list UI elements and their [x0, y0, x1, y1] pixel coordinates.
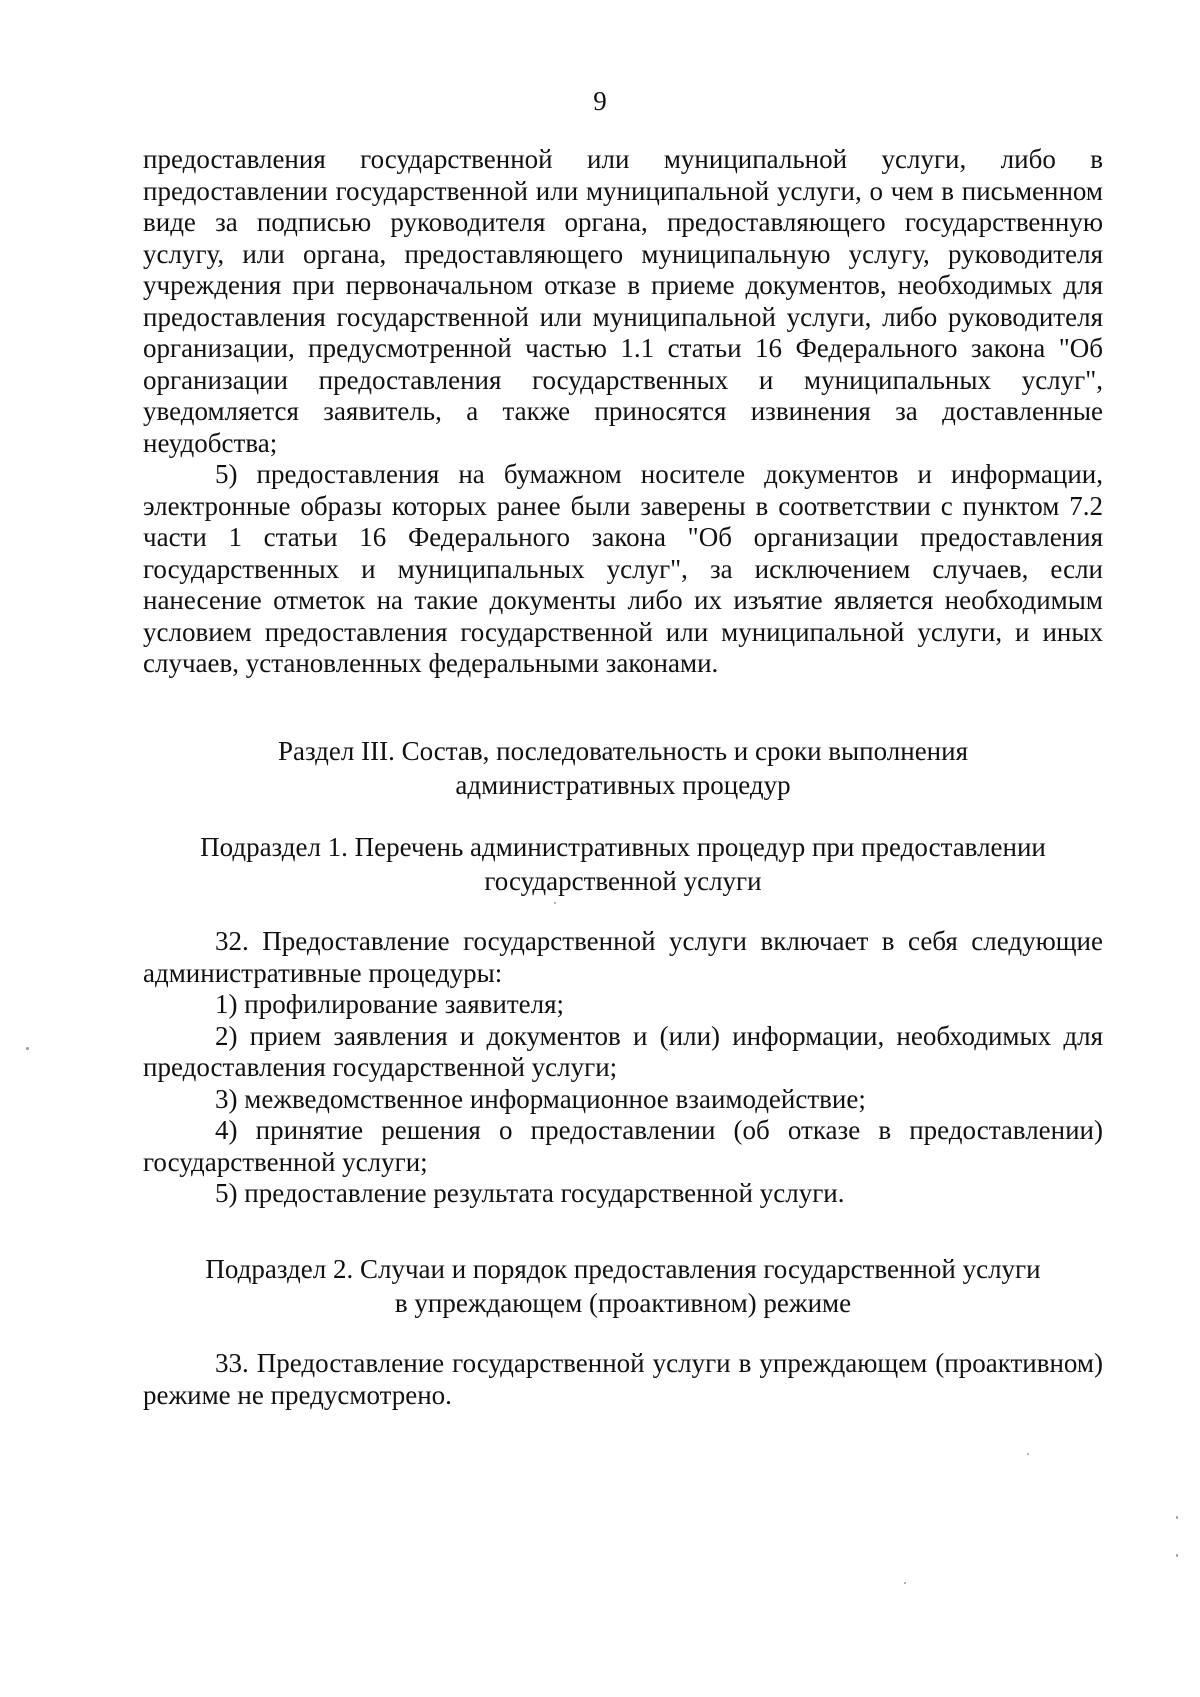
- subsection-2-heading-line1: Подраздел 2. Случаи и порядок предоставления государственной услуги: [205, 1254, 1041, 1284]
- subsection-2-heading: [143, 1252, 1103, 1320]
- subsection-1-heading-line1: Подраздел 1. Перечень административных процедур при предоставлении: [200, 832, 1046, 862]
- clause-32-item: 1) профилирование заявителя;: [215, 989, 565, 1019]
- clause-32-item: 3) межведомственное информационное взаимодействие;: [215, 1083, 866, 1114]
- page-number: 9: [593, 86, 607, 116]
- section-heading-line1: Раздел III. Состав, последовательность и сроки выполнения: [278, 736, 968, 766]
- scan-speck: [26, 1047, 29, 1050]
- clause-33-text: 33. Предоставление государственной услуги в упреждающем (проактивном) режиме не предусмотрено.: [143, 1348, 1103, 1410]
- subsection-1-heading: [143, 830, 1103, 898]
- clause-32-item: 4) принятие решения о предоставлении (об отказе в предоставлении) государственной услуги;: [143, 1115, 1103, 1177]
- paragraph-continuation: предоставления государственной или муниципальной услуги, либо в предоставлении государственной или муниципальной услуги, о чем в письменном виде за подписью руководителя органа, предоставляющего государственную услугу, или органа, предоставляющего муниципальную услугу, руководителя учреждения при первоначальном отказе в приеме документов, необходимых для предоставления государственной или муниципальной услуги, либо руководителя организации, предусмотренной частью 1.1 статьи 16 Федерального закона "Об организации предоставления государственных и муниципальных услуг", уведомляется заявитель, а также приносятся извинения за доставленные неудобства;: [143, 144, 1103, 458]
- scan-speck: [1176, 1554, 1178, 1557]
- subsection-2-heading-line2: в упреждающем (проактивном) режиме: [394, 1288, 852, 1318]
- section-heading: [143, 734, 1103, 802]
- scan-speck: [1027, 1453, 1029, 1455]
- scan-speck: [554, 902, 556, 904]
- section-heading-line2: административных процедур: [455, 770, 791, 800]
- subsection-1-heading-line2: государственной услуги: [484, 866, 762, 896]
- continuation-text: [143, 144, 1103, 680]
- clause-32: [143, 926, 1103, 1210]
- clause-32-intro: 32. Предоставление государственной услуги включает в себя следующие административные процедуры:: [143, 926, 1103, 988]
- paragraph-item-5: 5) предоставления на бумажном носителе документов и информации, электронные образы которых ранее были заверены в соответствии с пунктом 7.2 части 1 статьи 16 Федерального закона "Об организации предоставления государственных и муниципальных услуг", за исключением случаев, если нанесение отметок на такие документы либо их изъятие является необходимым условием предоставления государственной или муниципальной услуги, и иных случаев, установленных федеральными законами.: [143, 459, 1103, 678]
- scan-speck: [904, 1582, 906, 1584]
- clause-32-item: 5) предоставление результата государственной услуги.: [215, 1178, 845, 1208]
- scan-speck: [1176, 1516, 1178, 1519]
- clause-32-item: 2) прием заявления и документов и (или) информации, необходимых для предоставления государственной услуги;: [143, 1020, 1103, 1082]
- clause-33: [143, 1348, 1103, 1411]
